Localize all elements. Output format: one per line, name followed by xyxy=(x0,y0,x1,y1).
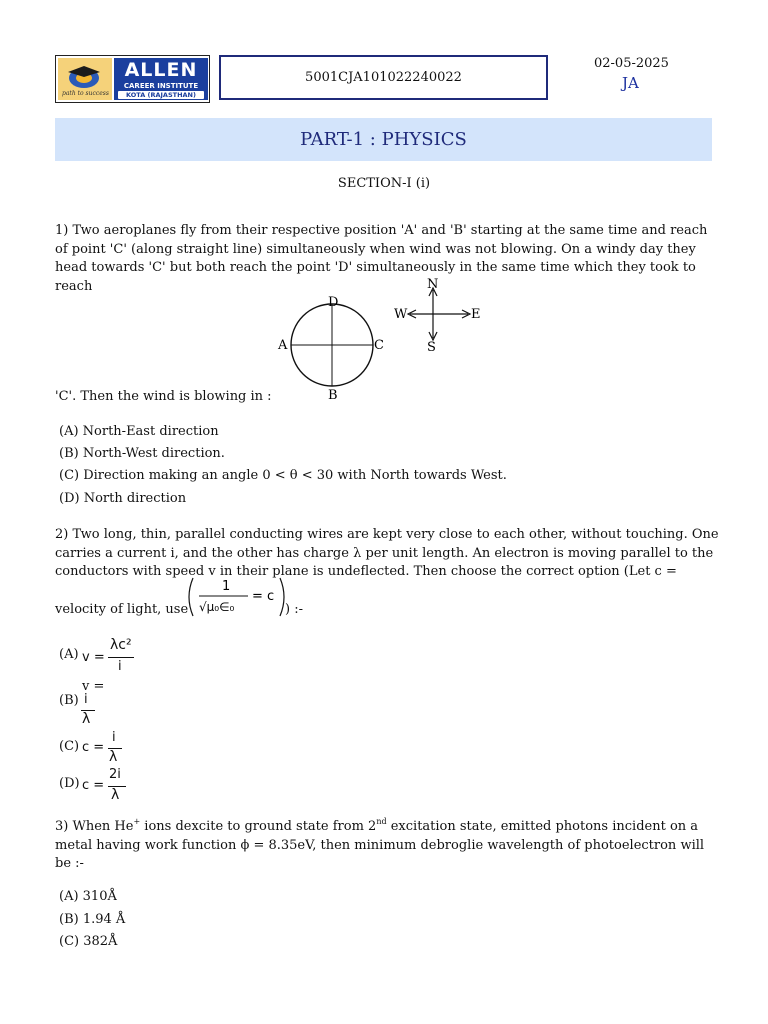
question-2-text: 2) Two long, thin, parallel conducting wires are kept very close to each other, without touching. One carries a current i, and the other has charge λ per unit length. An electron is moving parallel to the conductors with speed v in their plane is undeflected. Then choose the correct option (Let c = xyxy=(55,527,719,579)
q2-option-c-den: λ xyxy=(109,749,118,765)
q2-option-a-den: i xyxy=(118,659,122,674)
q2-option-a-num: λc² xyxy=(110,637,132,653)
label-b: B xyxy=(328,388,338,403)
question-1-text-end: 'C'. Then the wind is blowing in : xyxy=(55,389,272,404)
q2-option-d-den: λ xyxy=(111,787,120,803)
q2-option-c-num: i xyxy=(112,730,116,745)
label-c: C xyxy=(374,338,384,353)
q2-option-b-lhs: v = xyxy=(82,679,105,694)
part-title: PART-1 : PHYSICS xyxy=(300,129,467,150)
exam-date: 02-05-2025 xyxy=(594,56,669,71)
logo-brand: ALLEN xyxy=(124,59,198,81)
q2-option-d-label: (D) xyxy=(59,776,80,791)
q2-option-b-num: i xyxy=(84,692,88,707)
paper-code-box xyxy=(219,55,548,100)
formula-denominator: √μ₀∈₀ xyxy=(199,600,235,614)
q2-option-b-den: λ xyxy=(82,711,91,727)
q3-option-b[interactable]: (B) 1.94 Å xyxy=(59,912,126,927)
compass-w: W xyxy=(394,307,408,322)
q2-option-a-label: (A) xyxy=(59,647,79,662)
question-1-text: 1) Two aeroplanes fly from their respective position 'A' and 'B' starting at the same time and reach of point 'C' (along straight line) simultaneously when wind was not blowing. On a windy day they head towards 'C' but both reach the point 'D' simultaneously in the same time which they took to reach xyxy=(55,223,708,294)
q3-sup-plus: + xyxy=(133,817,141,826)
q3-text-part2: ions dexcite to ground state from 2 xyxy=(140,819,377,834)
q2-option-c-label: (C) xyxy=(59,739,80,754)
question-3-text xyxy=(55,818,719,874)
label-d: D xyxy=(328,295,339,310)
compass-n: N xyxy=(427,277,439,292)
q2-formula xyxy=(186,576,286,618)
q3-text-part3: excitation state, emitted photons incident on a metal having work function ϕ = 8.35eV, then minimum debroglie wavelength of photoelectron will be :- xyxy=(55,819,705,871)
logo-line2: CAREER INSTITUTE xyxy=(123,82,199,90)
q2-text-end: velocity of light, use xyxy=(55,602,189,617)
q2-option-b-label: (B) xyxy=(59,693,79,708)
q3-option-c[interactable]: (C) 382Å xyxy=(59,934,118,949)
formula-numerator: 1 xyxy=(222,579,231,594)
q3-option-a[interactable]: (A) 310Å xyxy=(59,889,117,904)
q3-text-part1: 3) When He xyxy=(55,819,134,834)
compass-s: S xyxy=(427,340,436,355)
q2-option-d-num: 2i xyxy=(109,767,121,782)
paper-code: 5001CJA101022240022 xyxy=(305,70,462,85)
q1-option-a[interactable]: (A) North-East direction xyxy=(59,424,219,439)
part-title-band xyxy=(55,118,712,161)
q1-option-d[interactable]: (D) North direction xyxy=(59,491,187,506)
label-a: A xyxy=(278,338,288,353)
q1-diagram xyxy=(270,276,490,406)
q2-option-a[interactable] xyxy=(59,647,79,662)
formula-left-paren xyxy=(189,578,193,616)
allen-logo xyxy=(55,55,210,103)
q2-option-c[interactable] xyxy=(59,739,79,754)
compass-e: E xyxy=(471,307,481,322)
q1-option-c[interactable]: (C) Direction making an angle 0 < θ < 30 with North towards West. xyxy=(59,468,507,483)
formula-right-paren xyxy=(280,578,284,616)
q3-sup-nd: nd xyxy=(376,817,387,826)
q2-option-d-lhs: c = xyxy=(82,778,105,793)
section-title: SECTION-I (i) xyxy=(337,176,431,191)
formula-rhs: = c xyxy=(252,589,275,604)
q2-option-c-lhs: c = xyxy=(82,740,105,755)
q2-option-a-bar xyxy=(108,657,134,658)
session-code: JA xyxy=(622,74,639,92)
q2-option-a-lhs: v = xyxy=(82,650,105,665)
logo-tagline: path to success xyxy=(62,90,109,97)
q2-text-close: ) :- xyxy=(285,602,303,617)
logo-emblem xyxy=(58,58,112,100)
logo-line3: KOTA (RAJASTHAN) xyxy=(118,91,204,99)
logo-text-block xyxy=(114,58,208,100)
q2-option-d[interactable] xyxy=(59,776,80,791)
q1-option-b[interactable]: (B) North-West direction. xyxy=(59,446,225,461)
q2-option-b[interactable] xyxy=(59,693,79,708)
